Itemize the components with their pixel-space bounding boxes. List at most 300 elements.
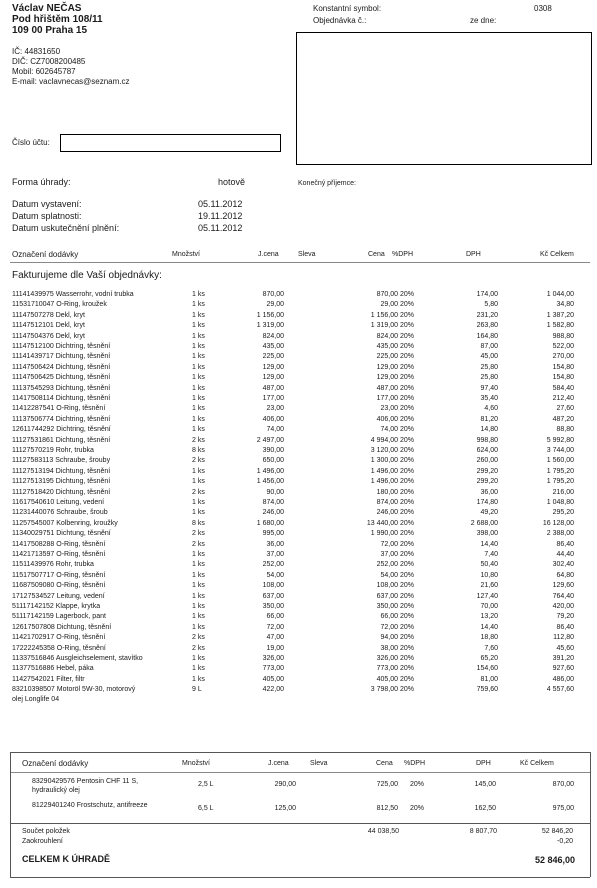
item-name: 11127570219 Rohr, trubka: [12, 447, 94, 454]
item-vat: 36,00: [480, 488, 498, 496]
item-vat-pct: 20%: [400, 447, 415, 454]
item-qty: 1 ks: [192, 655, 205, 662]
item-price: 824,00: [376, 332, 398, 340]
table-row: [0, 498, 597, 508]
item-price: 29,00: [380, 301, 398, 309]
item-vat-pct: 20%: [400, 530, 415, 538]
item-qty: 1 ks: [192, 592, 205, 600]
item-qty: 1 ks: [192, 415, 205, 423]
konstantni-symbol-value: 0308: [534, 4, 552, 13]
item-name: 11377516886 Hebel, páka: [12, 665, 94, 673]
section2-rule-header: [10, 772, 590, 773]
col-sleva: Sleva: [298, 251, 316, 258]
item-qty: 1 ks: [192, 291, 205, 298]
item-name: 11337516846 Ausgleichselement, stavítko: [12, 655, 143, 662]
item-name: 11127513195 Dichtung, těsnění: [12, 478, 111, 486]
item-price: 23,00: [380, 405, 398, 413]
item-vat-pct: 20%: [400, 301, 415, 309]
item-unit-price: 870,00: [262, 291, 284, 298]
item-vat: 21,60: [480, 582, 498, 590]
item-name: 11417508114 Dichtung, těsnění: [12, 395, 111, 402]
item-vat: 759,60: [476, 686, 498, 694]
item-total: 3 744,00: [546, 447, 574, 454]
datum-splatnosti-label: Datum splatnosti:: [12, 211, 82, 221]
item-name: 11147507278 Dekl, kryt: [12, 311, 85, 319]
items2-table: [0, 778, 597, 828]
item-qty: 8 ks: [192, 519, 205, 527]
item2-qty: 6,5 L: [198, 805, 214, 812]
item-unit-price: 350,00: [262, 603, 284, 610]
item2-name-line2: hydraulický olej: [32, 787, 80, 794]
datum-vystaveni-label: Datum vystavení:: [12, 199, 82, 209]
item-vat: 299,20: [476, 478, 498, 486]
item-vat-pct: 20%: [400, 353, 415, 361]
item-total: 44,40: [556, 551, 574, 558]
item-price: 54,00: [380, 571, 398, 579]
item-qty: 1 ks: [192, 613, 205, 621]
item-name: 12611744292 Dichtring, těsnění: [12, 426, 111, 434]
item-unit-price: 405,00: [262, 675, 284, 683]
item-qty: 1 ks: [192, 405, 205, 413]
item-qty: 2 ks: [192, 457, 205, 465]
objednavka-label: Objednávka č.:: [313, 16, 367, 25]
item-total: 86,40: [556, 623, 574, 631]
datum-vystaveni-value: 05.11.2012: [198, 199, 243, 209]
item-qty: 1 ks: [192, 343, 205, 350]
soucet-cena: 44 038,50: [367, 828, 399, 835]
item-total: 34,80: [556, 301, 574, 309]
item-unit-price: 47,00: [266, 634, 284, 642]
item-qty: 1 ks: [192, 665, 205, 673]
item-vat-pct: 20%: [400, 540, 415, 548]
item-vat-pct: 20%: [400, 384, 415, 392]
item-name: 17222245358 O-Ring, těsnění: [12, 644, 106, 652]
item-vat: 174,80: [476, 499, 498, 506]
col2-sleva: Sleva: [310, 760, 328, 767]
item-vat-pct: 20%: [400, 374, 415, 382]
item-name: 11417508288 O-Ring, těsnění: [12, 540, 106, 548]
item-price: 177,00: [376, 395, 398, 402]
forma-uhrady-value: hotově: [218, 177, 246, 187]
konecny-prijemce-label: Konečný příjemce:: [298, 180, 356, 187]
item2-vat: 162,50: [474, 805, 496, 812]
col-oznaceni: Označení dodávky: [12, 250, 79, 259]
item-price: 870,00: [376, 291, 398, 298]
item-qty: 1 ks: [192, 395, 205, 402]
item-vat-pct: 20%: [400, 363, 415, 371]
item-unit-price: 90,00: [266, 488, 284, 496]
item-last-line2: olej Longlife 04: [12, 696, 60, 703]
item-name: 12617507808 Dichtung, těsnění: [12, 623, 112, 631]
item-qty: 1 ks: [192, 509, 205, 517]
item-total: 27,60: [556, 405, 574, 413]
item-vat-pct: 20%: [400, 395, 415, 402]
item-qty: 2 ks: [192, 436, 205, 444]
soucet-label: Součet položek: [22, 828, 70, 835]
zaokrouhleni-label: Zaokrouhlení: [22, 838, 63, 845]
table-row: [0, 373, 597, 383]
supplier-address1: Pod hřištěm 108/11: [12, 14, 103, 25]
item-price: 180,00: [376, 488, 398, 496]
item-vat-pct: 20%: [400, 478, 415, 486]
item-total: 88,80: [556, 426, 574, 434]
col2-kc-celkem: Kč Celkem: [520, 760, 554, 767]
item-price: 72,00: [380, 623, 398, 631]
item-name: 51117142159 Lagerbock, pant: [12, 613, 106, 621]
redacted-customer-box: [296, 32, 592, 165]
table-row: [0, 540, 597, 550]
item-vat: 81,00: [480, 675, 498, 683]
item-qty: 8 ks: [192, 447, 205, 454]
item-qty: 1 ks: [192, 363, 205, 371]
item-total: 295,20: [552, 509, 574, 517]
table-row: [0, 352, 597, 362]
col-jcena: J.cena: [258, 251, 279, 258]
item-total: 216,00: [552, 488, 574, 496]
item-name: 11147506424 Dichtung, těsnění: [12, 363, 111, 371]
item-vat-pct: 20%: [400, 655, 415, 662]
item-unit-price: 74,00: [266, 426, 284, 434]
table-row: [0, 581, 597, 591]
item-vat: 25,80: [480, 363, 498, 371]
item-qty: 1 ks: [192, 561, 205, 569]
table-row: [0, 519, 597, 529]
item-vat: 263,80: [476, 322, 498, 330]
supplier-dic: DIČ: CZ7008200485: [12, 57, 86, 66]
intro-text: Fakturujeme dle Vaší objednávky:: [12, 270, 162, 281]
item-total: 1 582,80: [546, 322, 574, 330]
table-row: [0, 456, 597, 466]
item-vat-pct: 20%: [400, 415, 415, 423]
item-unit-price: 29,00: [266, 301, 284, 309]
item-name: 11231440076 Schraube, šroub: [12, 509, 108, 517]
item2-price: 725,00: [376, 781, 398, 788]
item-vat: 87,00: [480, 343, 498, 350]
item-qty: 1 ks: [192, 623, 205, 631]
item-vat: 18,80: [480, 634, 498, 642]
item-vat-pct: 20%: [400, 551, 415, 558]
item-total: 212,40: [552, 395, 574, 402]
item-total: 5 992,80: [546, 436, 574, 444]
item-unit-price: 177,00: [262, 395, 284, 402]
item-name: 11127583113 Schraube, šrouby: [12, 457, 111, 465]
item-vat-pct: 20%: [400, 592, 415, 600]
item-vat: 7,40: [484, 551, 498, 558]
item-name: 11511439976 Rohr, trubka: [12, 561, 94, 569]
item-name: 11127518420 Dichtung, těsnění: [12, 488, 111, 496]
item-name: 11531710047 O-Ring, kroužek: [12, 301, 107, 309]
col2-jcena: J.cena: [268, 760, 289, 767]
item-total: 391,20: [552, 655, 574, 662]
item-unit-price: 650,00: [262, 457, 284, 465]
item-vat-pct: 20%: [400, 571, 415, 579]
table-row: [0, 560, 597, 570]
item-unit-price: 326,00: [262, 655, 284, 662]
item-qty: 1 ks: [192, 384, 205, 392]
item-price: 406,00: [376, 415, 398, 423]
item-price: 252,00: [376, 561, 398, 569]
item-vat-pct: 20%: [400, 686, 415, 694]
item-unit-price: 1 156,00: [256, 311, 284, 319]
item-name: 11137506774 Dichtring, těsnění: [12, 415, 111, 423]
item-total: 1 387,20: [546, 311, 574, 319]
item-vat-pct: 20%: [400, 613, 415, 621]
item-unit-price: 108,00: [262, 582, 284, 590]
cislo-uctu-label: Číslo účtu:: [12, 138, 50, 147]
table-row: [0, 644, 597, 654]
table-row: [0, 477, 597, 487]
item-price: 326,00: [376, 655, 398, 662]
item-price: 72,00: [380, 540, 398, 548]
table-row: [0, 394, 597, 404]
item-name: 11147504376 Dekl, kryt: [12, 332, 85, 340]
item-name: 11687509080 O-Ring, těsnění: [12, 582, 106, 590]
item-vat: 25,80: [480, 374, 498, 382]
table-row: [0, 633, 597, 643]
item-price: 487,00: [376, 384, 398, 392]
item-total: 16 128,00: [542, 519, 574, 527]
item-unit-price: 406,00: [262, 415, 284, 423]
table-row: [0, 675, 597, 685]
item-name: 83210398507 Motoröl 5W-30, motorový: [12, 686, 136, 694]
item-vat-pct: 20%: [400, 405, 415, 413]
item2-total: 870,00: [552, 781, 574, 788]
item-name: 11517507717 O-Ring, těsnění: [12, 571, 106, 579]
item-vat-pct: 20%: [400, 519, 415, 527]
item-vat-pct: 20%: [400, 623, 415, 631]
table-row: [0, 321, 597, 331]
item-vat-pct: 20%: [400, 291, 415, 298]
item-qty: 1 ks: [192, 603, 205, 610]
item-price: 1 990,00: [370, 530, 398, 538]
item-total: 764,40: [552, 592, 574, 600]
item-name: 11617540610 Leitung, vedení: [12, 499, 105, 506]
table-row: [0, 425, 597, 435]
item-qty: 2 ks: [192, 644, 205, 652]
item-qty: 1 ks: [192, 478, 205, 486]
item-vat: 231,20: [476, 311, 498, 319]
item-total: 420,00: [552, 603, 574, 610]
item-vat: 299,20: [476, 467, 498, 475]
item-name: 11257545007 Kolbenring, kroužky: [12, 519, 118, 527]
item-vat: 35,40: [480, 395, 498, 402]
item-name: 51117142152 Klappe, krytka: [12, 603, 101, 610]
table-row: [0, 436, 597, 446]
item-unit-price: 487,00: [262, 384, 284, 392]
item2-name: 81229401240 Frostschutz, antifreeze: [32, 802, 148, 809]
items-table: [0, 290, 597, 700]
item-total: 927,60: [552, 665, 574, 673]
item-vat: 50,40: [480, 561, 498, 569]
item-unit-price: 1 456,00: [256, 478, 284, 486]
item-price: 129,00: [376, 363, 398, 371]
item-qty: 1 ks: [192, 311, 205, 319]
item-price: 66,00: [380, 613, 398, 621]
item-unit-price: 874,00: [262, 499, 284, 506]
item-qty: 1 ks: [192, 582, 205, 590]
item-unit-price: 36,00: [266, 540, 284, 548]
item-total: 129,60: [552, 582, 574, 590]
item2-vat-pct: 20%: [410, 781, 425, 788]
datum-splatnosti-value: 19.11.2012: [198, 211, 243, 221]
item-price: 225,00: [376, 353, 398, 361]
datum-plneni-label: Datum uskutečnění plnění:: [12, 223, 120, 233]
item-unit-price: 129,00: [262, 374, 284, 382]
table-row: [0, 488, 597, 498]
item-unit-price: 2 497,00: [256, 436, 284, 444]
item2-vat: 145,00: [474, 781, 496, 788]
item-price: 13 440,00: [366, 519, 398, 527]
item-total: 1 048,80: [546, 499, 574, 506]
item2-total: 975,00: [552, 805, 574, 812]
item-vat: 14,40: [480, 623, 498, 631]
item-name: 11127513194 Dichtung, těsnění: [12, 467, 111, 475]
item-total: 1 044,00: [546, 291, 574, 298]
table-header: [0, 250, 597, 260]
supplier-ic: IČ: 44831650: [12, 47, 61, 56]
item-price: 1 319,00: [370, 322, 398, 330]
item-price: 38,00: [380, 644, 398, 652]
item-unit-price: 19,00: [266, 644, 284, 652]
item-price: 1 300,00: [370, 457, 398, 465]
table-row: [0, 654, 597, 664]
item-vat-pct: 20%: [400, 311, 415, 319]
table-row: [0, 529, 597, 539]
item-name: 11147512101 Dekl, kryt: [12, 322, 85, 330]
section2-right-border: [590, 752, 591, 877]
item-vat: 5,80: [484, 301, 498, 309]
item-price: 405,00: [376, 675, 398, 683]
item-total: 486,00: [552, 675, 574, 683]
item-name: 17127534527 Leitung, vedení: [12, 592, 105, 600]
item-vat: 4,60: [484, 405, 498, 413]
item2-name: 83290429576 Pentosin CHF 11 S,: [32, 778, 139, 785]
item2-vat-pct: 20%: [410, 805, 425, 812]
item-vat: 260,00: [476, 457, 498, 465]
section2-rule-top: [10, 752, 590, 753]
table-row: [0, 623, 597, 633]
datum-plneni-value: 05.11.2012: [198, 223, 243, 233]
item-vat-pct: 20%: [400, 488, 415, 496]
item-vat-pct: 20%: [400, 322, 415, 330]
table-row: [0, 384, 597, 394]
table-row: [0, 467, 597, 477]
item-qty: 1 ks: [192, 675, 205, 683]
item-unit-price: 54,00: [266, 571, 284, 579]
item-qty: 1 ks: [192, 571, 205, 579]
item-name: 11141439975 Wasserrohr, vodní trubka: [12, 291, 134, 298]
item-total: 2 388,00: [546, 530, 574, 538]
item-vat: 174,00: [476, 291, 498, 298]
item-total: 270,00: [552, 353, 574, 361]
supplier-email: E-mail: vaclavnecas@seznam.cz: [12, 77, 130, 86]
supplier-name: Václav NEČAS: [12, 3, 82, 14]
table-row: [0, 612, 597, 622]
item-vat: 2 688,00: [470, 519, 498, 527]
item-vat: 10,80: [480, 571, 498, 579]
item-unit-price: 824,00: [262, 332, 284, 340]
table-row: [0, 685, 597, 695]
item-total: 1 795,20: [546, 478, 574, 486]
item-price: 129,00: [376, 374, 398, 382]
item-total: 112,80: [553, 634, 574, 642]
item-qty: 2 ks: [192, 540, 205, 548]
col2-dph: DPH: [476, 760, 491, 767]
soucet-total: 52 846,20: [541, 828, 573, 835]
item-price: 637,00: [376, 592, 398, 600]
item-name: 11427542021 Filter, filtr: [12, 675, 85, 683]
konstantni-symbol-label: Konstantní symbol:: [313, 4, 382, 13]
item-price: 3 798,00: [370, 686, 398, 694]
item-vat-pct: 20%: [400, 561, 415, 569]
item-total: 4 557,60: [546, 686, 574, 694]
table-row: [0, 404, 597, 414]
item-qty: 1 ks: [192, 467, 205, 475]
item-name: 11412287541 O-Ring, těsnění: [12, 405, 106, 413]
item-unit-price: 23,00: [266, 405, 284, 413]
item-price: 3 120,00: [370, 447, 398, 454]
item-qty: 9 L: [192, 686, 202, 694]
item-price: 1 496,00: [370, 467, 398, 475]
item-qty: 1 ks: [192, 426, 205, 434]
section2-left-border: [10, 752, 11, 877]
item-unit-price: 252,00: [262, 561, 284, 569]
table-row: [0, 446, 597, 456]
item-unit-price: 422,00: [262, 686, 284, 694]
item-price: 773,00: [376, 665, 398, 673]
col2-mnozstvi: Množství: [182, 760, 211, 767]
item-price: 435,00: [376, 343, 398, 350]
item-unit-price: 37,00: [266, 551, 284, 558]
supplier-mobil: Mobil: 602645787: [12, 67, 76, 76]
table-row: [0, 508, 597, 518]
col2-oznaceni: Označení dodávky: [22, 759, 89, 768]
col2-cena: Cena: [376, 760, 393, 767]
table-row: [0, 332, 597, 342]
item-qty: 1 ks: [192, 374, 205, 382]
item-price: 1 496,00: [370, 478, 398, 486]
item-qty: 1 ks: [192, 322, 205, 330]
celkem-value: 52 846,00: [534, 855, 575, 865]
table-row: [0, 363, 597, 373]
item-price: 246,00: [376, 509, 398, 517]
item-unit-price: 637,00: [262, 592, 284, 600]
item2-qty: 2,5 L: [198, 781, 214, 788]
forma-uhrady-label: Forma úhrady:: [12, 177, 71, 187]
item-vat-pct: 20%: [400, 509, 415, 517]
item-total: 79,20: [556, 613, 574, 621]
item-qty: 1 ks: [192, 332, 205, 340]
item-name: 11340029751 Dichtung, těsnění: [12, 530, 111, 538]
item-vat-pct: 20%: [400, 457, 415, 465]
item-unit-price: 1 680,00: [256, 519, 284, 527]
item-qty: 1 ks: [192, 301, 205, 309]
item-vat-pct: 20%: [400, 467, 415, 475]
item2-unit-price: 125,00: [274, 805, 296, 812]
item-total: 154,80: [552, 363, 574, 371]
col-dph-pct: %DPH: [392, 251, 414, 258]
item-vat-pct: 20%: [400, 436, 415, 444]
second-header: [0, 759, 597, 769]
item-vat-pct: 20%: [400, 644, 415, 652]
item-price: 874,00: [376, 499, 398, 506]
table-row: [0, 300, 597, 310]
table-row: [0, 571, 597, 581]
item-vat: 398,00: [476, 530, 498, 538]
item-unit-price: 435,00: [262, 343, 284, 350]
item-unit-price: 1 319,00: [256, 322, 284, 330]
item-total: 1 795,20: [546, 467, 574, 475]
